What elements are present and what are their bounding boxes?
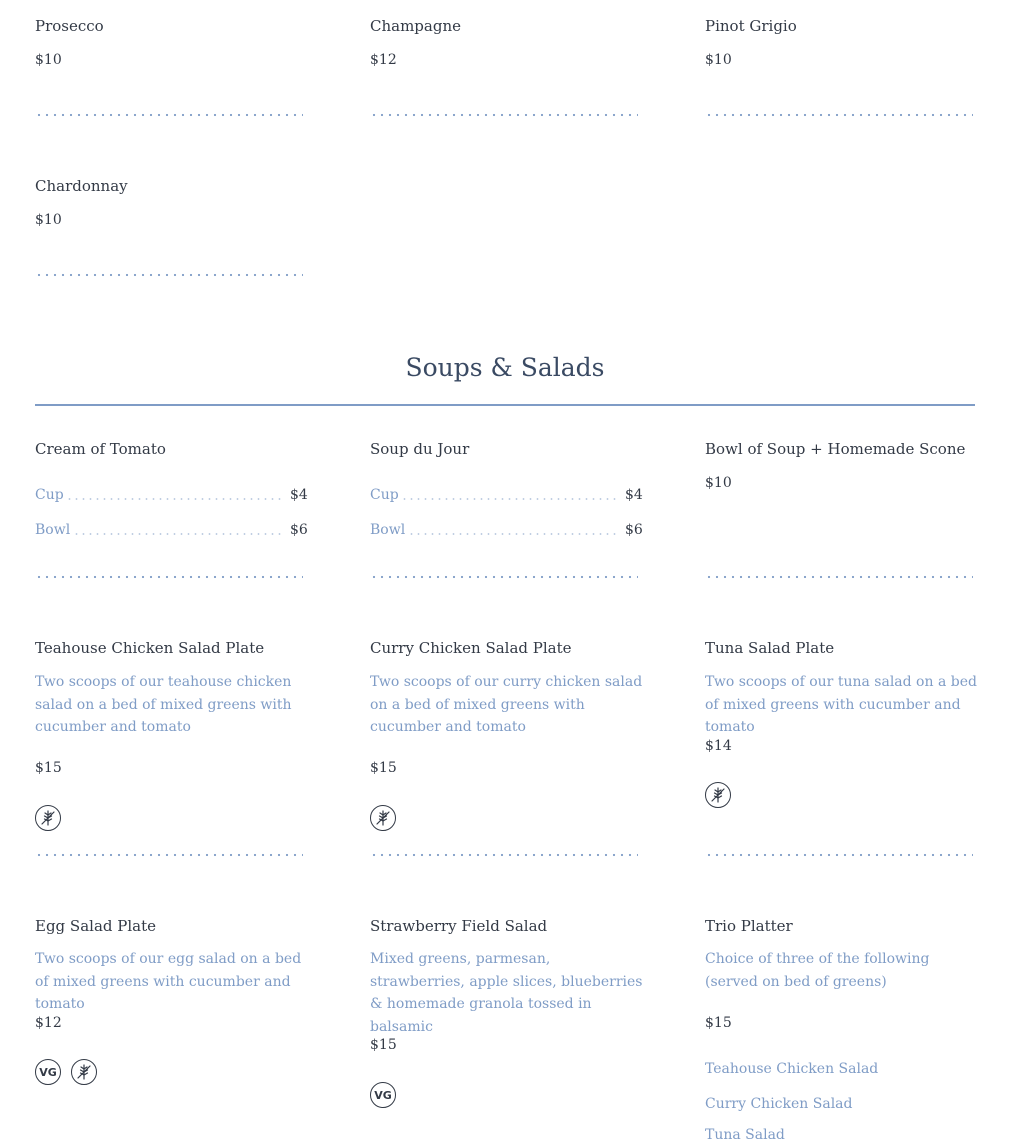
option-label: Cup — [370, 487, 399, 503]
menu-item-description: Two scoops of our tuna salad on a bed of mixed greens with cucumber and tomato — [705, 674, 977, 735]
section-rule — [35, 404, 975, 406]
item-divider — [370, 575, 638, 579]
vegetarian-icon: VG — [35, 1059, 61, 1085]
menu-item-price: $12 — [35, 1015, 62, 1031]
option-leader — [408, 532, 618, 536]
menu-item-price: $10 — [35, 52, 62, 68]
item-divider — [35, 113, 303, 117]
item-divider — [705, 575, 973, 579]
menu-item-name: Teahouse Chicken Salad Plate — [35, 639, 265, 657]
item-divider — [705, 853, 973, 857]
option-price: $6 — [290, 522, 308, 538]
option-price: $4 — [625, 487, 643, 503]
menu-item-name: Tuna Salad Plate — [705, 639, 835, 657]
menu-item-name: Curry Chicken Salad Plate — [370, 639, 572, 657]
option-leader — [66, 497, 283, 501]
menu-item-name: Trio Platter — [705, 917, 793, 935]
menu-item-description: Two scoops of our egg salad on a bed of mixed greens with cucumber and tomato — [35, 951, 302, 1012]
menu-item-name: Prosecco — [35, 17, 104, 35]
item-divider — [35, 273, 303, 277]
option-label: Cup — [35, 487, 64, 503]
gluten-free-icon — [35, 805, 61, 831]
menu-item-name: Egg Salad Plate — [35, 917, 156, 935]
item-divider — [35, 575, 303, 579]
item-divider — [705, 113, 973, 117]
item-divider — [370, 113, 638, 117]
menu-item-price: $10 — [705, 475, 732, 491]
menu-item-price: $14 — [705, 738, 732, 754]
trio-choice: Curry Chicken Salad — [705, 1096, 853, 1112]
menu-item-price: $12 — [370, 52, 397, 68]
menu-item-name: Cream of Tomato — [35, 440, 166, 458]
gluten-free-icon — [370, 805, 396, 831]
menu-item-name: Strawberry Field Salad — [370, 917, 548, 935]
menu-item-description: Choice of three of the following (served on bed of greens) — [705, 951, 930, 990]
menu-item-price: $15 — [705, 1015, 732, 1031]
menu-item-price: $10 — [35, 212, 62, 228]
menu-item-name: Bowl of Soup + Homemade Scone — [705, 440, 966, 458]
menu-item-description: Mixed greens, parmesan, strawberries, apple slices, blueberries & homemade granola tossed in balsamic — [370, 951, 643, 1035]
gluten-free-icon — [71, 1059, 97, 1085]
item-divider — [35, 853, 303, 857]
option-label: Bowl — [35, 522, 71, 538]
menu-item-price: $15 — [370, 760, 397, 776]
menu-item-name: Chardonnay — [35, 177, 128, 195]
menu-item-price: $10 — [705, 52, 732, 68]
section-title: Soups & Salads — [405, 353, 605, 382]
trio-choice: Teahouse Chicken Salad — [705, 1061, 879, 1077]
vegetarian-icon: VG — [370, 1082, 396, 1108]
gluten-free-icon — [705, 782, 731, 808]
menu-item-price: $15 — [35, 760, 62, 776]
menu-item-description: Two scoops of our curry chicken salad on a bed of mixed greens with cucumber and tomato — [370, 674, 643, 735]
option-leader — [73, 532, 283, 536]
menu-item-description: Two scoops of our teahouse chicken salad on a bed of mixed greens with cucumber and tomato — [35, 674, 292, 735]
option-label: Bowl — [370, 522, 406, 538]
menu-item-name: Pinot Grigio — [705, 17, 797, 35]
option-leader — [401, 497, 618, 501]
trio-choice: Tuna Salad — [705, 1127, 785, 1143]
menu-item-price: $15 — [370, 1037, 397, 1053]
menu-item-name: Champagne — [370, 17, 461, 35]
menu-item-name: Soup du Jour — [370, 440, 470, 458]
option-price: $4 — [290, 487, 308, 503]
option-price: $6 — [625, 522, 643, 538]
item-divider — [370, 853, 638, 857]
